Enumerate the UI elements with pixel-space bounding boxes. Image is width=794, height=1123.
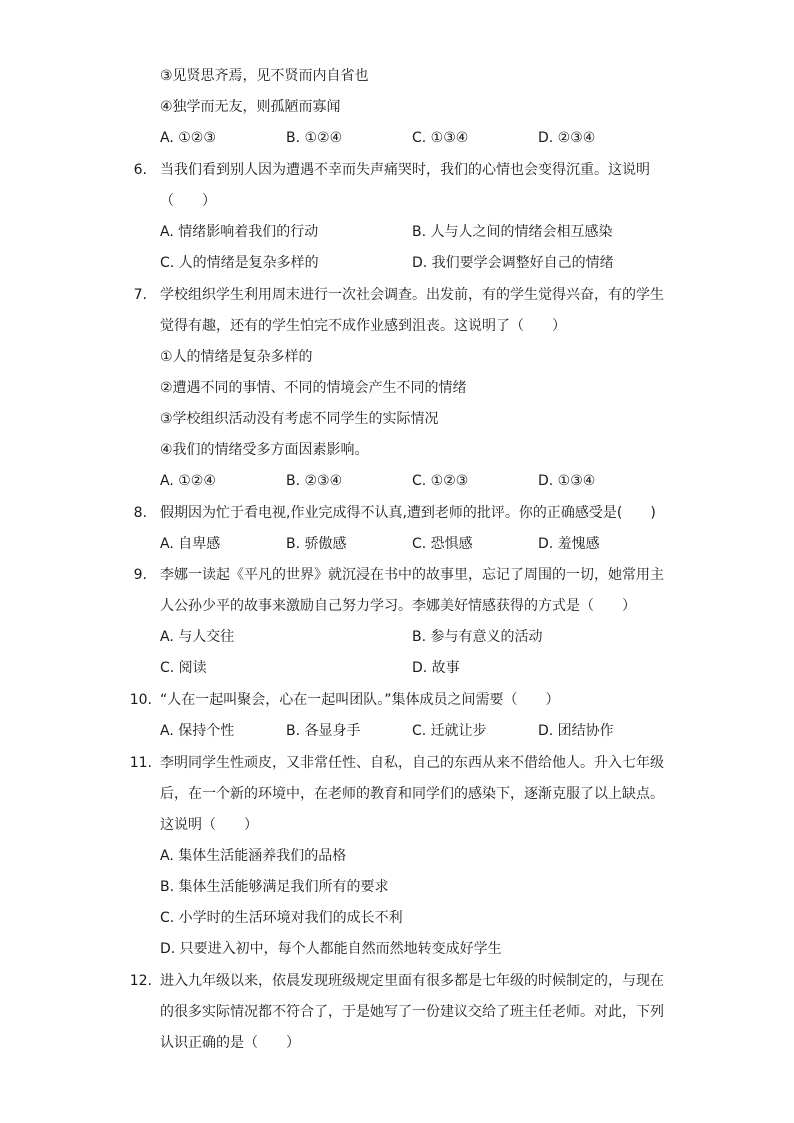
- q10-stem: “人在一起叫聚会，心在一起叫团队。”集体成员之间需要（ ）: [160, 692, 560, 708]
- q8-option-a: A. 自卑感: [160, 536, 221, 552]
- q5-option-c: C. ①③④: [412, 130, 469, 146]
- q12-number: 12.: [129, 973, 152, 989]
- q8-number: 8.: [133, 505, 147, 521]
- q9-option-d: D. 故事: [412, 660, 460, 676]
- q7-option-a: A. ①②④: [160, 473, 216, 489]
- q12-stem-line-3: 认识正确的是（ ）: [160, 1035, 300, 1051]
- q7-item-4: ④我们的情绪受多方面因素影响。: [160, 442, 369, 458]
- q5-option-b: B. ①②④: [286, 130, 343, 146]
- q11-option-a: A. 集体生活能涵养我们的品格: [160, 848, 347, 864]
- q11-number: 11.: [129, 755, 152, 771]
- q8-stem: 假期因为忙于看电视,作业完成得不认真,遭到老师的批评。你的正确感受是( ): [160, 505, 656, 521]
- q11-option-b: B. 集体生活能够满足我们所有的要求: [160, 879, 389, 895]
- q7-stem-line-1: 学校组织学生利用周末进行一次社会调查。出发前，有的学生觉得兴奋，有的学生: [160, 287, 664, 303]
- q5-item-4: ④独学而无友，则孤陋而寡闻: [160, 99, 341, 115]
- q8-option-b: B. 骄傲感: [286, 536, 347, 552]
- q7-option-c: C. ①②③: [412, 473, 469, 489]
- q7-option-d: D. ①③④: [538, 473, 596, 489]
- q11-stem-line-1: 李明同学生性顽皮，又非常任性、自私，自己的东西从来不借给他人。升入七年级: [160, 755, 664, 771]
- q9-stem-line-2: 人公孙少平的故事来激励自己努力学习。李娜美好情感获得的方式是（ ）: [160, 598, 636, 614]
- q9-stem-line-1: 李娜一读起《平凡的世界》就沉浸在书中的故事里，忘记了周围的一切，她常用主: [160, 567, 664, 583]
- q9-option-c: C. 阅读: [160, 660, 207, 676]
- q9-option-a: A. 与人交往: [160, 629, 235, 645]
- q9-option-b: B. 参与有意义的活动: [412, 629, 543, 645]
- q12-stem-line-2: 的很多实际情况都不符合了，于是她写了一份建议交给了班主任老师。对此，下列: [160, 1004, 664, 1020]
- q11-option-d: D. 只要进入初中，每个人都能自然而然地转变成好学生: [160, 941, 502, 957]
- q10-option-b: B. 各显身手: [286, 723, 361, 739]
- q5-option-a: A. ①②③: [160, 130, 216, 146]
- q6-option-c: C. 人的情绪是复杂多样的: [160, 255, 319, 271]
- q7-number: 7.: [133, 287, 147, 303]
- q5-option-d: D. ②③④: [538, 130, 596, 146]
- q6-stem-line-1: 当我们看到别人因为遭遇不幸而失声痛哭时，我们的心情也会变得沉重。这说明: [160, 162, 650, 178]
- q8-option-d: D. 羞愧感: [538, 536, 600, 552]
- q6-stem-line-2: （ ）: [160, 193, 216, 209]
- q6-option-d: D. 我们要学会调整好自己的情绪: [412, 255, 614, 271]
- q7-stem-line-2: 觉得有趣，还有的学生怕完不成作业感到沮丧。这说明了（ ）: [160, 318, 566, 334]
- q7-option-b: B. ②③④: [286, 473, 343, 489]
- q7-item-2: ②遭遇不同的事情、不同的情境会产生不同的情绪: [160, 380, 467, 396]
- q6-option-b: B. 人与人之间的情绪会相互感染: [412, 224, 613, 240]
- q7-item-1: ①人的情绪是复杂多样的: [160, 349, 313, 365]
- q10-option-a: A. 保持个性: [160, 723, 235, 739]
- q10-option-d: D. 团结协作: [538, 723, 614, 739]
- q9-number: 9.: [133, 567, 147, 583]
- q10-option-c: C. 迁就让步: [412, 723, 487, 739]
- q11-stem-line-2: 后，在一个新的环境中，在老师的教育和同学们的感染下，逐渐克服了以上缺点。: [160, 786, 664, 802]
- q8-option-c: C. 恐惧感: [412, 536, 473, 552]
- q12-stem-line-1: 进入九年级以来，依晨发现班级规定里面有很多都是七年级的时候制定的，与现在: [160, 973, 664, 989]
- q11-stem-line-3: 这说明（ ）: [160, 817, 258, 833]
- q11-option-c: C. 小学时的生活环境对我们的成长不利: [160, 910, 403, 926]
- q10-number: 10.: [129, 692, 152, 708]
- q6-option-a: A. 情绪影响着我们的行动: [160, 224, 319, 240]
- q7-item-3: ③学校组织活动没有考虑不同学生的实际情况: [160, 411, 439, 427]
- q5-item-3: ③见贤思齐焉，见不贤而内自省也: [160, 68, 369, 84]
- q6-number: 6.: [133, 162, 147, 178]
